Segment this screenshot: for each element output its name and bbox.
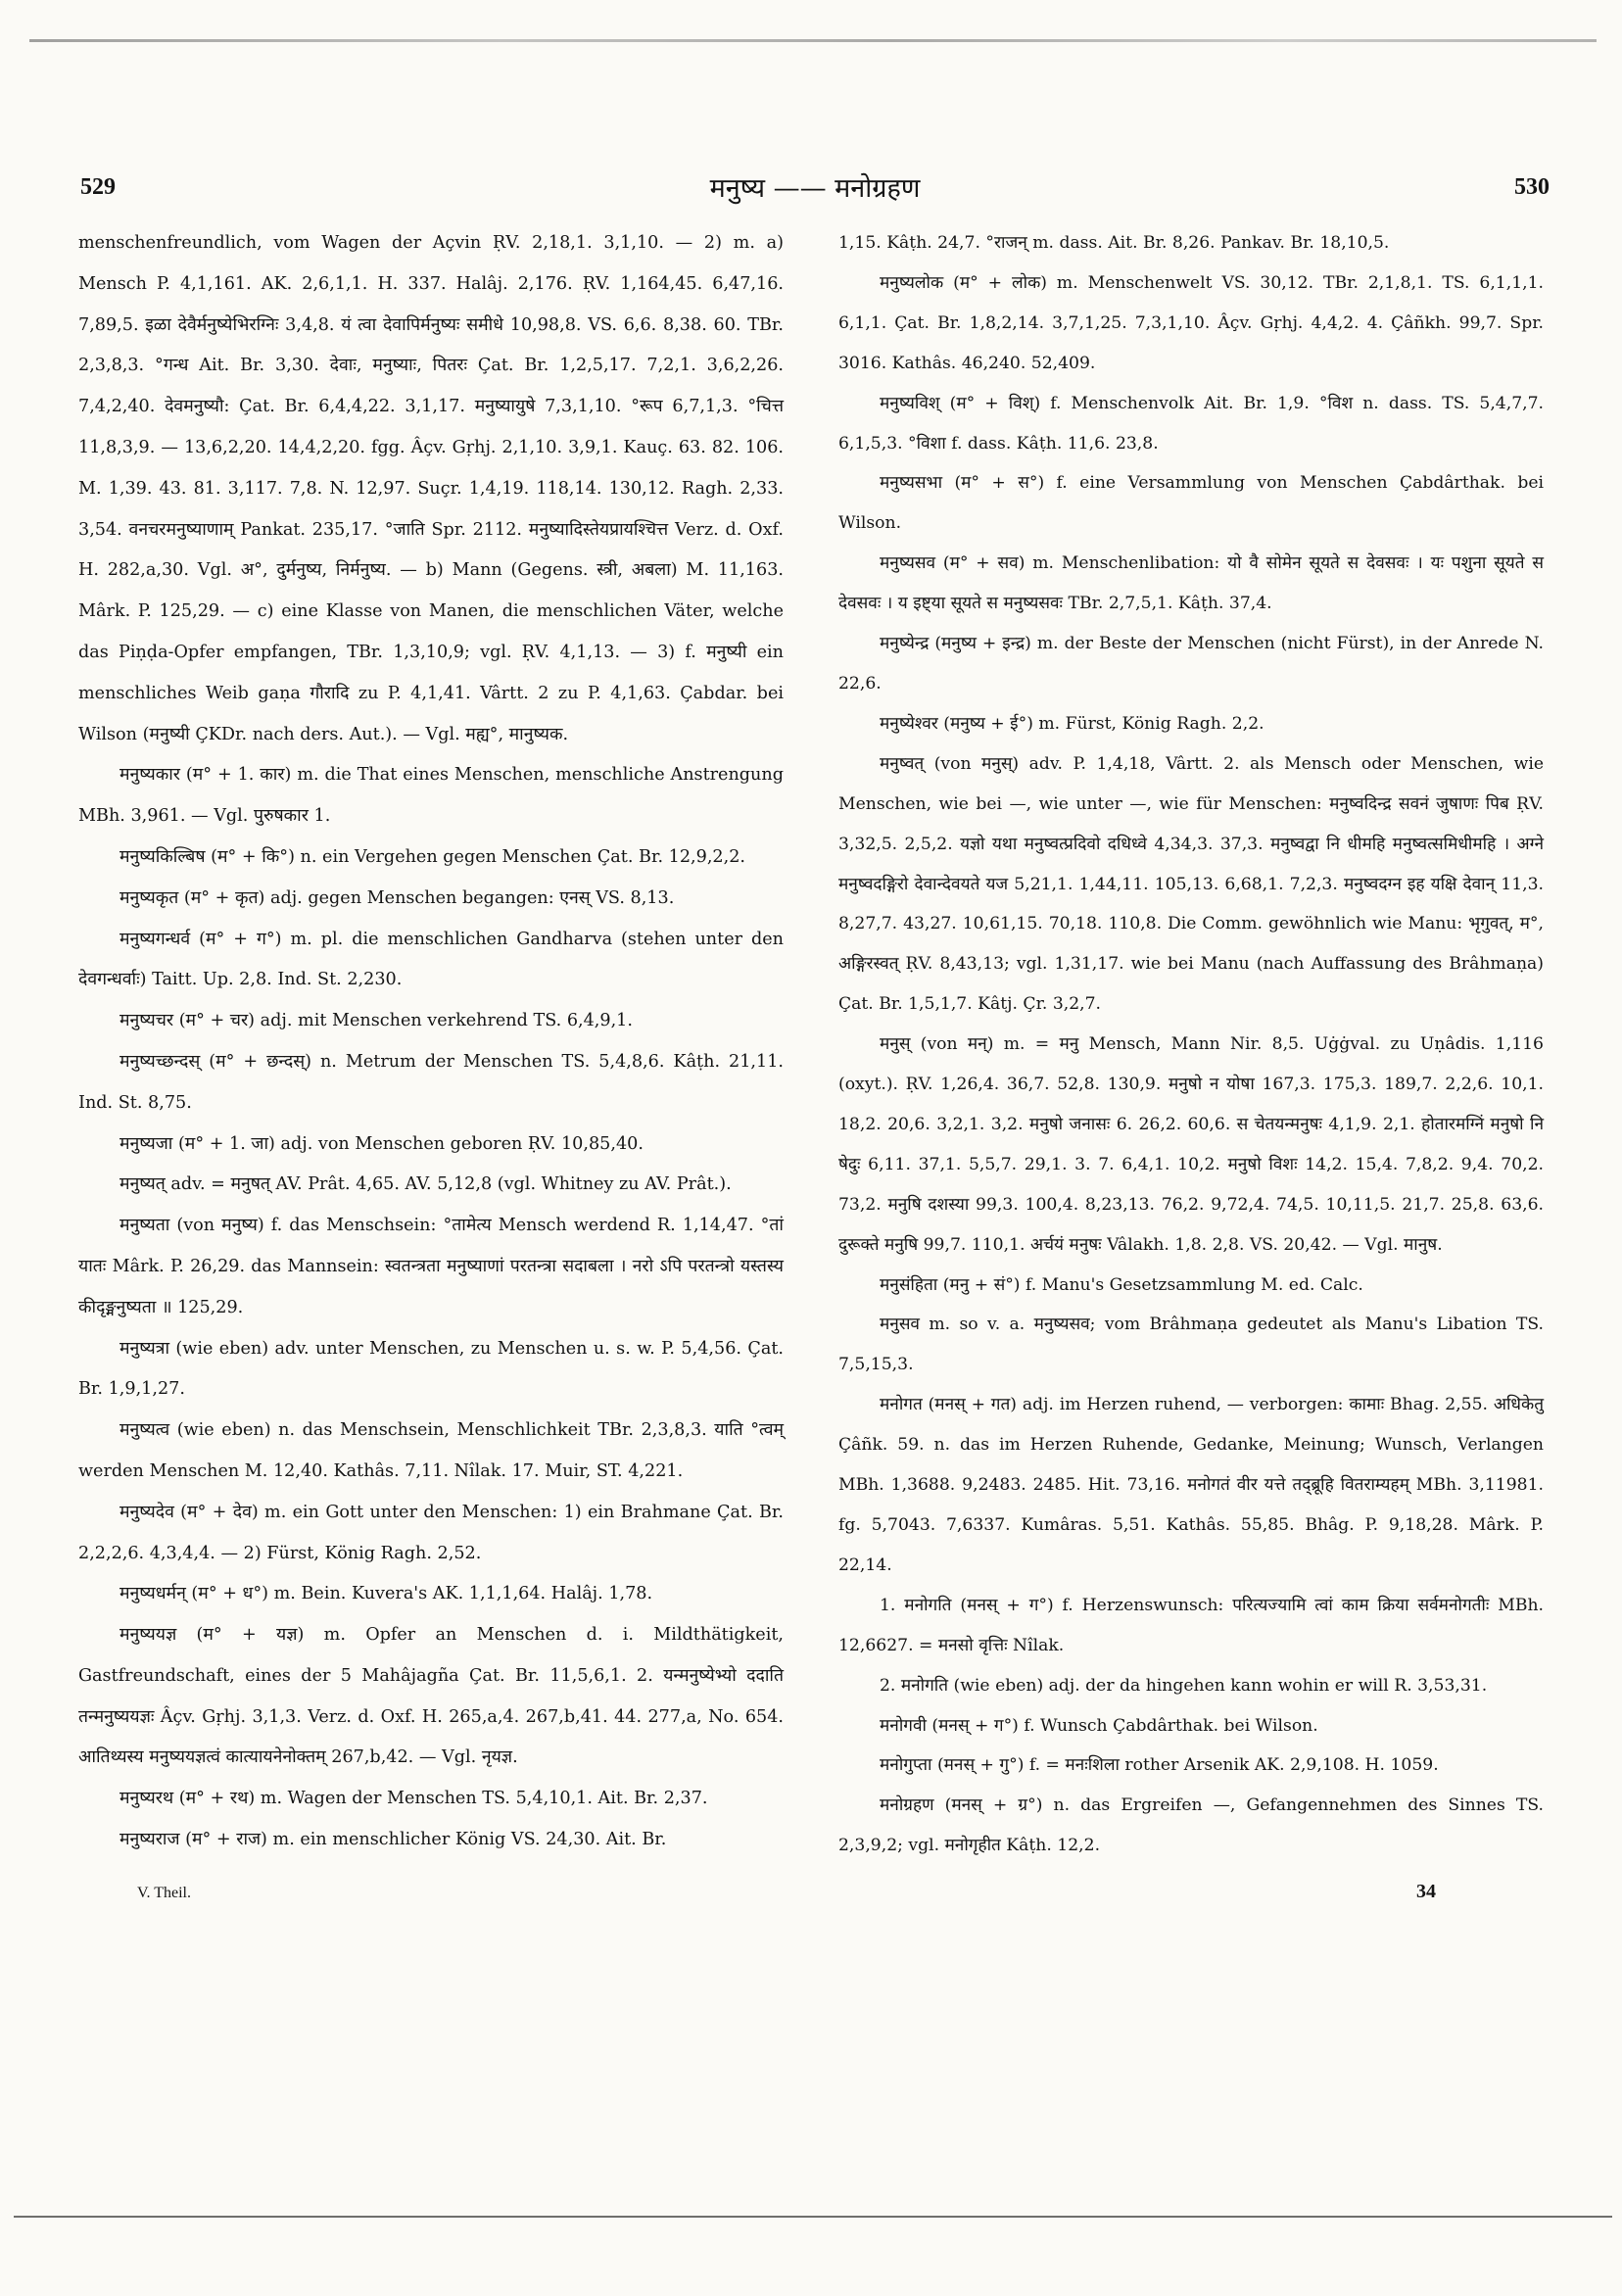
sheet-number: 34 [1416,1881,1436,1902]
dictionary-entry: मनुष्यजा (म° + 1. जा) adj. von Menschen geboren ṚV. 10,85,40. [119,1133,644,1154]
running-head: मनुष्य —— मनोग्रहण [709,173,921,204]
dictionary-entry: मनुसव m. so v. a. मनुष्यसव; vom Brâhmaṇa gedeutet als Manu's Libation TS. 7,5,15,3. [838,1315,1544,1375]
dictionary-entry: मनुष्यदेव (म° + देव) m. ein Gott unter den Menschen: 1) ein Brahmane Çat. Br. 2,2,2,6. 4,3,4,4. — 2) Fürst, König Ragh. 2,52. [78,1502,784,1563]
dictionary-entry: मनुष्यसभा (म° + स°) f. eine Versammlung von Menschen Çabdârthak. bei Wilson. [838,473,1544,534]
dictionary-entry: मनुष्यत्व (wie eben) n. das Menschsein, Menschlichkeit TBr. 2,3,8,3. याति °त्वम् werden Menschen M. 12,40. Kathâs. 7,11. Nîlak. 17. Muir, ST. 4,221. [78,1420,784,1481]
page-number-right: 530 [1514,174,1550,200]
dictionary-entry: menschenfreundlich, vom Wagen der Açvin ṚV. 2,18,1. 3,1,10. — 2) m. a) Mensch P. 4,1,161. AK. 2,6,1,1. H. 337. Halâj. 2,176. ṚV. 1,164,45. 6,47,16. 7,89,5. इळा देवैर्मनुष्येभिरग्निः 3,4,8. यं त्वा देवापिर्मनुष्यः समीधे 10,98,8. VS. 6,6. 8,38. 60. TBr. 2,3,8,3. °गन्ध Ait. Br. 3,30. देवाः, मनुष्याः, पितरः Çat. Br. 1,2,5,17. 7,2,1. 3,6,2,26. 7,4,2,40. देवमनुष्यौ: Çat. Br. 6,4,4,22. 3,1,17. मनुष्यायुषे 7,3,1,10. °रूप 6,7,1,3. °चित्त 11,8,3,9. — 13,6,2,20. 14,4,2,20. fgg. Âçv. Gṛhj. 2,1,10. 3,9,1. Kauç. 63. 82. 106. M. 1,39. 43. 81. 3,117. 7,8. N. 12,97. Suçr. 1,4,19. 118,14. 130,12. Ragh. 2,33. 3,54. वनचरमनुष्याणाम् Pankat. 235,17. °जाति Spr. 2112. मनुष्यादिस्तेयप्रायश्चित्त Verz. d. Oxf. H. 282,a,30. Vgl. अ°, दुर्मनुष्य, निर्मनुष्य. — b) Mann (Gegens. स्त्री, अबला) M. 11,163. Mârk. P. 125,29. — c) eine Klasse von Manen, die menschlichen Väter, welche das Piṇḍa-Opfer empfangen, TBr. 1,3,10,9; vgl. ṚV. 4,1,13. — 3) f. मनुष्यी ein menschliches Weib gaṇa गौरादि zu P. 4,1,41. Vârtt. 2 zu P. 4,1,63. Çabdar. bei Wilson (मनुष्यी ÇKDr. nach ders. Aut.). — Vgl. मह्य°, मानुष्यक. [78,233,784,744]
dictionary-entry: मनोग्रहण (मनस् + ग्र°) n. das Ergreifen —, Gefangennehmen des Sinnes TS. 2,3,9,2; vgl. मनोगृहीत Kâṭh. 12,2. [838,1795,1544,1856]
dictionary-entry: मनोगत (मनस् + गत) adj. im Herzen ruhend, — verborgen: कामाः Bhag. 2,55. अधिकेतु Çâñk. 59. n. das im Herzen Ruhende, Gedanke, Meinung; Wunsch, Verlangen MBh. 1,3688. 9,2483. 2485. Hit. 73,16. मनोगतं वीर यत्ते तद्ब्रूहि वितराम्यहम् MBh. 3,11981. fg. 5,7043. 7,6337. Kumâras. 5,51. Kathâs. 55,85. Bhâg. P. 9,18,28. Mârk. P. 22,14. [838,1395,1544,1575]
dictionary-entry: 1,15. Kâṭh. 24,7. °राजन् m. dass. Ait. Br. 8,26. Pankav. Br. 18,10,5. [838,233,1390,253]
dictionary-entry: मनुष्यत्रा (wie eben) adv. unter Menschen, zu Menschen u. s. w. P. 5,4,56. Çat. Br. 1,9,1,27. [78,1338,784,1400]
page-number-left: 529 [80,174,116,200]
dictionary-entry: मनुष्येश्वर (मनुष्य + ई°) m. Fürst, König Ragh. 2,2. [880,713,1264,734]
dictionary-entry: मनुस् (von मन्) m. = मनु Mensch, Mann Nir. 8,5. Uġġval. zu Uṇâdis. 1,116 (oxyt.). ṚV. 1,26,4. 36,7. 52,8. 130,9. मनुषो न योषा 167,3. 175,3. 189,7. 2,2,6. 10,1. 18,2. 20,6. 3,2,1. 3,2. मनुषो जनासः 6. 26,2. 60,6. स चेतयन्मनुषः 4,1,9. 2,1. होतारमग्निं मनुषो नि षेदुः 6,11. 37,1. 5,5,7. 29,1. 3. 7. 6,4,1. 10,2. मनुषो विशः 14,2. 15,4. 7,8,2. 9,4. 70,2. 73,2. मनुषि दशस्या 99,3. 100,4. 8,23,13. 76,2. 9,72,4. 74,5. 10,11,5. 21,7. 25,8. 63,6. दुरूक्ते मनुषि 99,7. 110,1. अर्चयं मनुषः Vâlakh. 1,8. 2,8. VS. 20,42. — Vgl. मानुष. [838,1034,1544,1255]
dictionary-entry: मनुसंहिता (मनु + सं°) f. Manu's Gesetzsammlung M. ed. Calc. [880,1274,1363,1295]
dictionary-entry: मनुष्यधर्मन् (म° + ध°) m. Bein. Kuvera's AK. 1,1,1,64. Halâj. 1,78. [119,1584,653,1604]
bottom-edge-line [14,2216,1612,2218]
dictionary-entry: मनुष्येन्द्र (मनुष्य + इन्द्र) m. der Beste der Menschen (nicht Fürst), in der Anrede N. 22,6. [838,634,1544,694]
dictionary-entry: मनुष्यकार (म° + 1. कार) m. die That eines Menschen, menschliche Anstrengung MBh. 3,961. — Vgl. पुरुषकार 1. [78,765,784,827]
dictionary-entry: मनुष्यता (von मनुष्य) f. das Menschsein: °तामेत्य Mensch werdend R. 1,14,47. °तां यातः Mârk. P. 26,29. das Mannsein: स्वतन्त्रता मनुष्याणां परतन्त्रा सदाबला । नरो ऽपि परतन्त्रो यस्तस्य कीदृङ्मनुष्यता ॥ 125,29. [78,1216,785,1317]
dictionary-entry: मनुष्यसव (म° + सव) m. Menschenlibation: यो वै सोमेन सूयते स देवसवः । यः पशुना सूयते स देवसवः । य इष्ट्या सूयते स मनुष्यसवः TBr. 2,7,5,1. Kâṭh. 37,4. [838,553,1544,614]
volume-signature: V. Theil. [137,1885,191,1901]
dictionary-entry: मनुष्यलोक (म° + लोक) m. Menschenwelt VS. 30,12. TBr. 2,1,8,1. TS. 6,1,1,1. 6,1,1. Çat. Br. 1,8,2,14. 3,7,1,25. 7,3,1,10. Âçv. Gṛhj. 4,4,2. 4. Çâñkh. 99,7. Spr. 3016. Kathâs. 46,240. 52,409. [838,272,1544,373]
dictionary-entry: मनुष्ययज्ञ (म° + यज्ञ) m. Opfer an Menschen d. i. Mildthätigkeit, Gastfreundschaft, eines der 5 Mahâjagña Çat. Br. 11,5,6,1. 2. यन्मनुष्येभ्यो ददाति तन्मनुष्ययज्ञः Âçv. Gṛhj. 3,1,3. Verz. d. Oxf. H. 265,a,4. 267,b,41. 44. 277,a, No. 654. आतिथ्यस्य मनुष्ययज्ञत्वं कात्यायनेनोक्तम् 267,b,42. — Vgl. नृयज्ञ. [78,1625,784,1768]
left-column [78,223,784,1861]
dictionary-entry: मनुष्यकृत (म° + कृत) adj. gegen Menschen begangen: एनस् VS. 8,13. [119,887,675,908]
page-header [80,157,1550,206]
scan-edge-line [29,39,1597,42]
right-column [838,223,1544,1866]
dictionary-entry: मनुष्यच्छन्दस् (म° + छन्दस्) n. Metrum der Menschen TS. 5,4,8,6. Kâṭh. 21,11. Ind. St. 8,75. [78,1051,784,1113]
dictionary-entry: मनुष्यगन्धर्व (म° + ग°) m. pl. die menschlichen Gandharva (stehen unter den देवगन्धर्वाः) Taitt. Up. 2,8. Ind. St. 2,230. [78,929,784,990]
dictionary-entry: 1. मनोगति (मनस् + ग°) f. Herzenswunsch: परित्यज्यामि त्वां काम क्रिया सर्वमनोगतीः MBh. 12,6627. = मनसो वृत्तिः Nîlak. [838,1595,1544,1655]
dictionary-entry: मनोगुप्ता (मनस् + गु°) f. = मनःशिला rother Arsenik AK. 2,9,108. H. 1059. [880,1755,1439,1776]
dictionary-entry: मनुष्यराज (म° + राज) m. ein menschlicher König VS. 24,30. Ait. Br. [119,1830,667,1850]
dictionary-entry: मनुष्वत् (von मनुस्) adv. P. 1,4,18, Vârtt. 2. als Mensch oder Menschen, wie Menschen, wie bei —, wie unter —, wie für Menschen: मनुष्वदिन्द्र सवनं जुषाणः पिब ṚV. 3,32,5. 2,5,2. यज्ञो यथा मनुष्वत्प्रदिवो दधिध्वे 4,34,3. 37,3. मनुष्वद्वा नि धीमहि मनुष्वत्समिधीमहि । अग्ने मनुष्वदङ्गिरो देवान्देवयते यज 5,21,1. 1,44,11. 105,13. 6,68,1. 7,2,3. मनुष्वदग्न इह यक्षि देवान् 11,3. 8,27,7. 43,27. 10,61,15. 70,18. 110,8. Die Comm. gewöhnlich wie Manu: भृगुवत्, म°, अङ्गिरस्वत् ṚV. 8,43,13; vgl. 1,31,17. wie bei Manu (nach Auffassung des Brâhmaṇa) Çat. Br. 1,5,1,7. Kâtj. Çr. 3,2,7. [838,753,1544,1015]
dictionary-entry: मनुष्यकिल्बिष (म° + कि°) n. ein Vergehen gegen Menschen Çat. Br. 12,9,2,2. [119,846,745,867]
dictionary-entry: मनुष्यत् adv. = मनुषत् AV. Prât. 4,65. AV. 5,12,8 (vgl. Whitney zu AV. Prât.). [119,1174,732,1195]
dictionary-entry: मनुष्यचर (म° + चर) adj. mit Menschen verkehrend TS. 6,4,9,1. [119,1011,633,1031]
dictionary-entry: मनुष्यरथ (म° + रथ) m. Wagen der Menschen TS. 5,4,10,1. Ait. Br. 2,37. [119,1789,708,1809]
dictionary-entry: 2. मनोगति (wie eben) adj. der da hingehen kann wohin er will R. 3,53,31. [880,1675,1488,1696]
dictionary-entry: मनोगवी (मनस् + ग°) f. Wunsch Çabdârthak. bei Wilson. [880,1715,1318,1736]
dictionary-entry: मनुष्यविश् (म° + विश्) f. Menschenvolk Ait. Br. 1,9. °विश n. dass. TS. 5,4,7,7. 6,1,5,3. °विशा f. dass. Kâṭh. 11,6. 23,8. [838,393,1544,454]
